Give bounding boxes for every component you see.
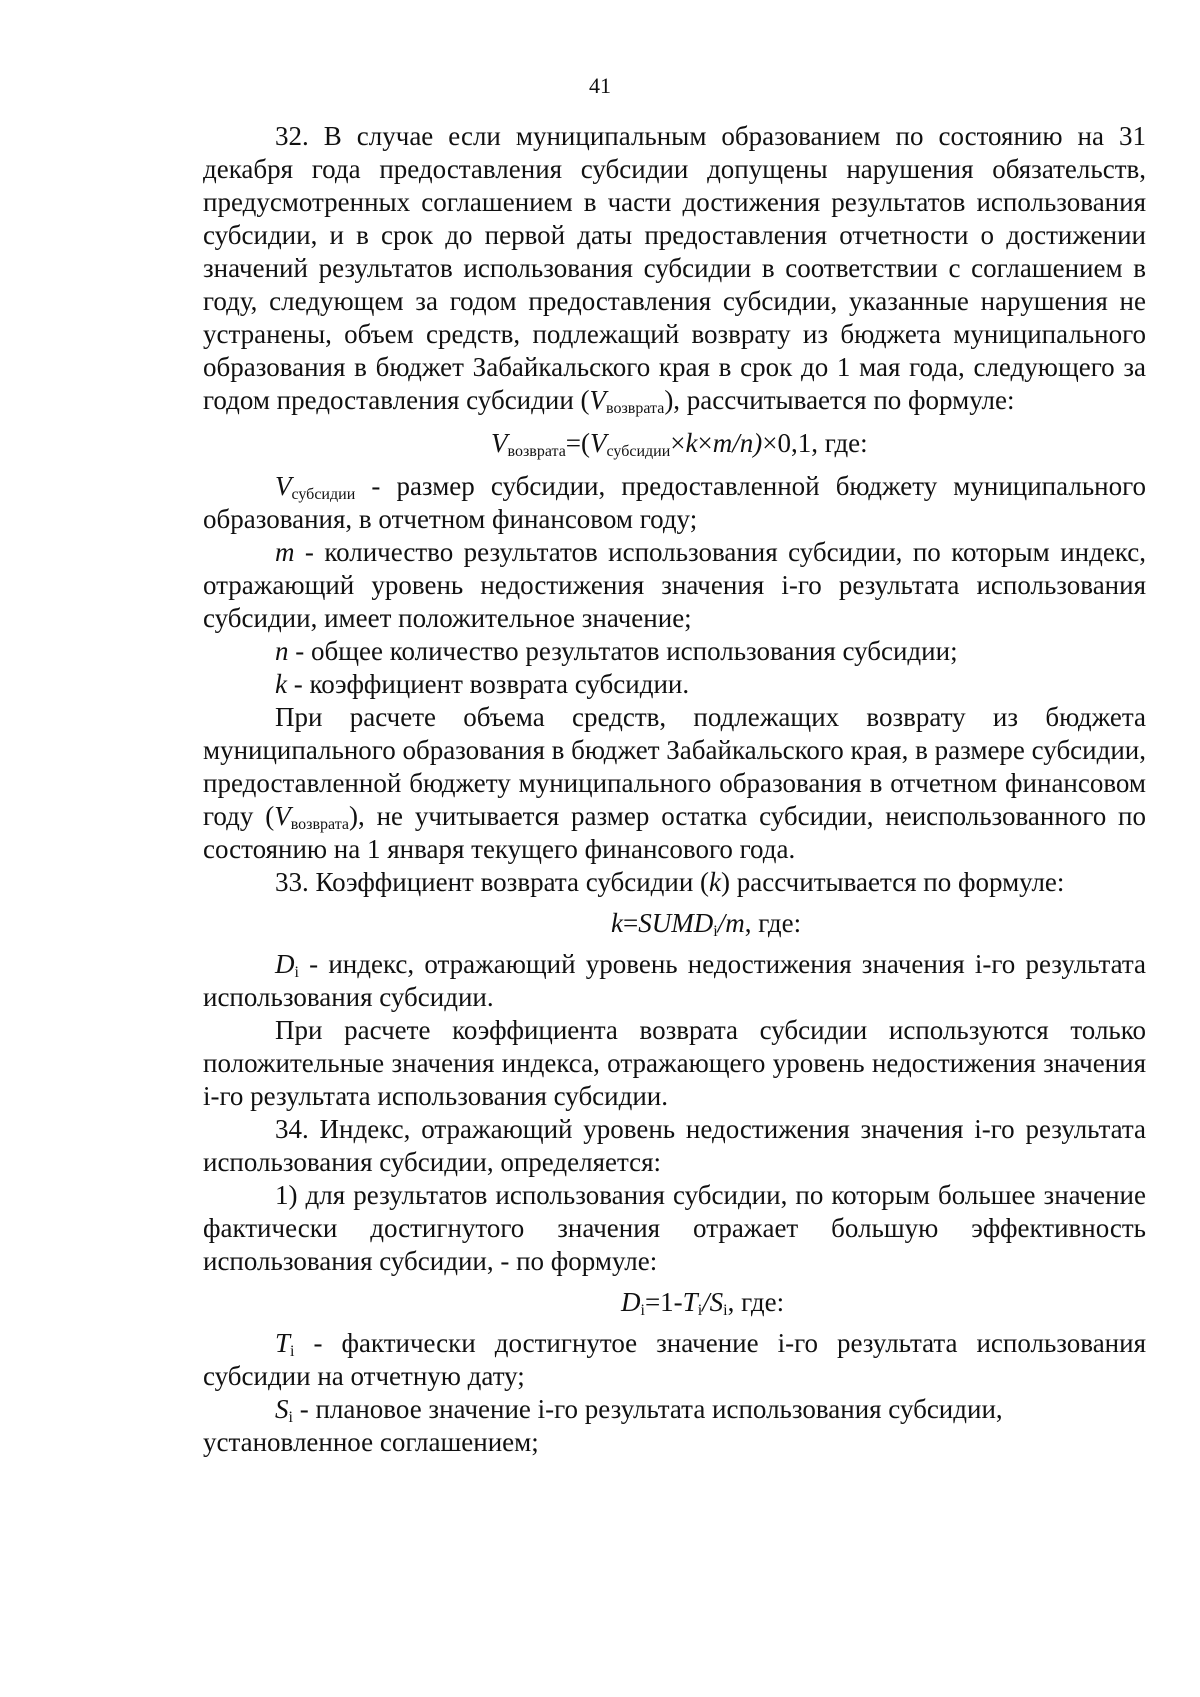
symbol-n: n (739, 428, 754, 458)
subscript-i: i (288, 1409, 293, 1426)
paragraph-33-end: ) рассчитывается по формуле: (721, 867, 1065, 897)
symbol-d: D (275, 949, 295, 979)
definition-text: - плановое значение i-го результата использования субсидии, установленное соглашением; (203, 1394, 1003, 1457)
symbol-sum: SUM (638, 908, 694, 938)
subscript-i: i (290, 1343, 295, 1360)
symbol-n: n (275, 636, 289, 666)
symbol-t: T (682, 1287, 698, 1317)
formula-slash: / (702, 1287, 710, 1317)
paragraph-32-text: 32. В случае если муниципальным образованием по состоянию на 31 декабря года предоставления субсидии допущены нарушения обязательств, предусмотренных соглашением в части достижения результатов использования субсидии, и в срок до первой даты предоставления отчетности о достижении значений результатов использования субсидии в соответствии с соглашением в году, следующем за годом предоставления субсидии, указанные нарушения не устранены, объем средств, подлежащий возврату из бюджета муниципального образования в бюджет Забайкальского края в срок до 1 мая года, следующего за годом предоставления субсидии ( (203, 121, 1146, 415)
page-number: 41 (589, 73, 611, 98)
symbol-m: m (725, 908, 745, 938)
symbol-v: V (275, 471, 292, 501)
definition-k (203, 668, 1146, 701)
formula-eq: = (622, 908, 639, 938)
paragraph-raschet-text: При расчете объема средств, подлежащих возврату из бюджета муниципального образования в бюджет Забайкальского края, в размере субсидии, предоставленной бюджету муниципального образования в отчетном финансовом году ( (203, 702, 1146, 831)
symbol-m: m (275, 537, 295, 567)
subscript-i: i (640, 1302, 645, 1319)
formula-k (611, 907, 1146, 940)
symbol-v: V (590, 428, 607, 458)
subscript-i: i (294, 964, 299, 981)
definition-text: - коэффициент возврата субсидии. (286, 669, 690, 699)
subscript-vozvrata: возврата (606, 400, 665, 417)
definition-di (203, 948, 1146, 1014)
definition-v-subsidii (203, 470, 1146, 536)
paragraph-34-text: 34. Индекс, отражающий уровень недостижения значения i-го результата использования субсидии, определяется: (203, 1114, 1146, 1177)
symbol-d: D (621, 1287, 641, 1317)
paragraph-koef-text: При расчете коэффициента возврата субсидии используются только положительные значения индекса, отражающего уровень недостижения значения i-го результата использования субсидии. (203, 1015, 1146, 1111)
definition-n (203, 635, 1146, 668)
symbol-v: V (274, 801, 291, 831)
definition-text: - размер субсидии, предоставленной бюджету муниципального образования, в отчетном финансовом году; (203, 471, 1146, 534)
times-sign: × (762, 428, 778, 458)
symbol-d: D (693, 908, 714, 938)
symbol-k: k (611, 908, 623, 938)
formula-tail: , где: (744, 908, 802, 938)
paragraph-raschet (203, 701, 1146, 866)
symbol-k: k (275, 669, 287, 699)
paragraph-koef (203, 1014, 1146, 1113)
formula-close-paren: ) (753, 428, 763, 458)
definition-text: - фактически достигнутое значение i-го результата использования субсидии на отчетную дату; (203, 1328, 1146, 1391)
symbol-t: T (275, 1328, 291, 1358)
formula-slash: / (717, 908, 726, 938)
subscript-subsidii: субсидии (606, 443, 671, 460)
formula-slash: / (732, 428, 740, 458)
symbol-v: V (491, 428, 508, 458)
symbol-s: S (275, 1394, 289, 1424)
paragraph-34-1 (203, 1179, 1146, 1278)
definition-si (203, 1393, 1146, 1459)
paragraph-33-text: 33. Коэффициент возврата субсидии ( (275, 867, 710, 897)
subscript-i: i (697, 1302, 703, 1319)
formula-eq: =1- (644, 1287, 683, 1317)
subscript-subsidii: субсидии (291, 486, 356, 503)
formula-tail: 0,1, где: (777, 428, 868, 458)
formula-di (621, 1286, 1146, 1319)
symbol-v: V (589, 385, 607, 415)
formula-eq: =( (565, 428, 591, 458)
paragraph-34 (203, 1113, 1146, 1179)
paragraph-32 (203, 120, 1146, 417)
subscript-i: i (713, 923, 718, 940)
definition-text: - общее количество результатов использования субсидии; (288, 636, 958, 666)
paragraph-raschet-end: ), не учитывается размер остатка субсидии, неиспользованного по состоянию на 1 января текущего финансового года. (203, 801, 1146, 864)
symbol-m: m (712, 428, 733, 458)
symbol-k: k (709, 867, 722, 897)
definition-ti (203, 1327, 1146, 1393)
subscript-vozvrata: возврата (290, 816, 349, 833)
times-sign: × (670, 428, 686, 458)
formula-v-vozvrata (491, 427, 1146, 460)
times-sign: × (697, 428, 713, 458)
definition-text: - индекс, отражающий уровень недостижения значения i-го результата использования субсидии. (203, 949, 1146, 1012)
document-body (203, 120, 1146, 1459)
paragraph-34-1-text: 1) для результатов использования субсидии, по которым большее значение фактически достигнутого значения отражает большую эффективность использования субсидии, - по формуле: (203, 1180, 1146, 1276)
paragraph-32-end: ), рассчитывается по формуле: (664, 385, 1015, 415)
subscript-i: i (723, 1302, 728, 1319)
formula-tail: , где: (727, 1287, 785, 1317)
symbol-k: k (685, 428, 698, 458)
subscript-vozvrata: возврата (507, 443, 566, 460)
paragraph-33 (203, 866, 1146, 899)
definition-text: - количество результатов использования субсидии, по которым индекс, отражающий уровень недостижения значения i-го результата использования субсидии, имеет положительное значение; (203, 537, 1146, 633)
symbol-s: S (709, 1287, 724, 1317)
definition-m (203, 536, 1146, 635)
